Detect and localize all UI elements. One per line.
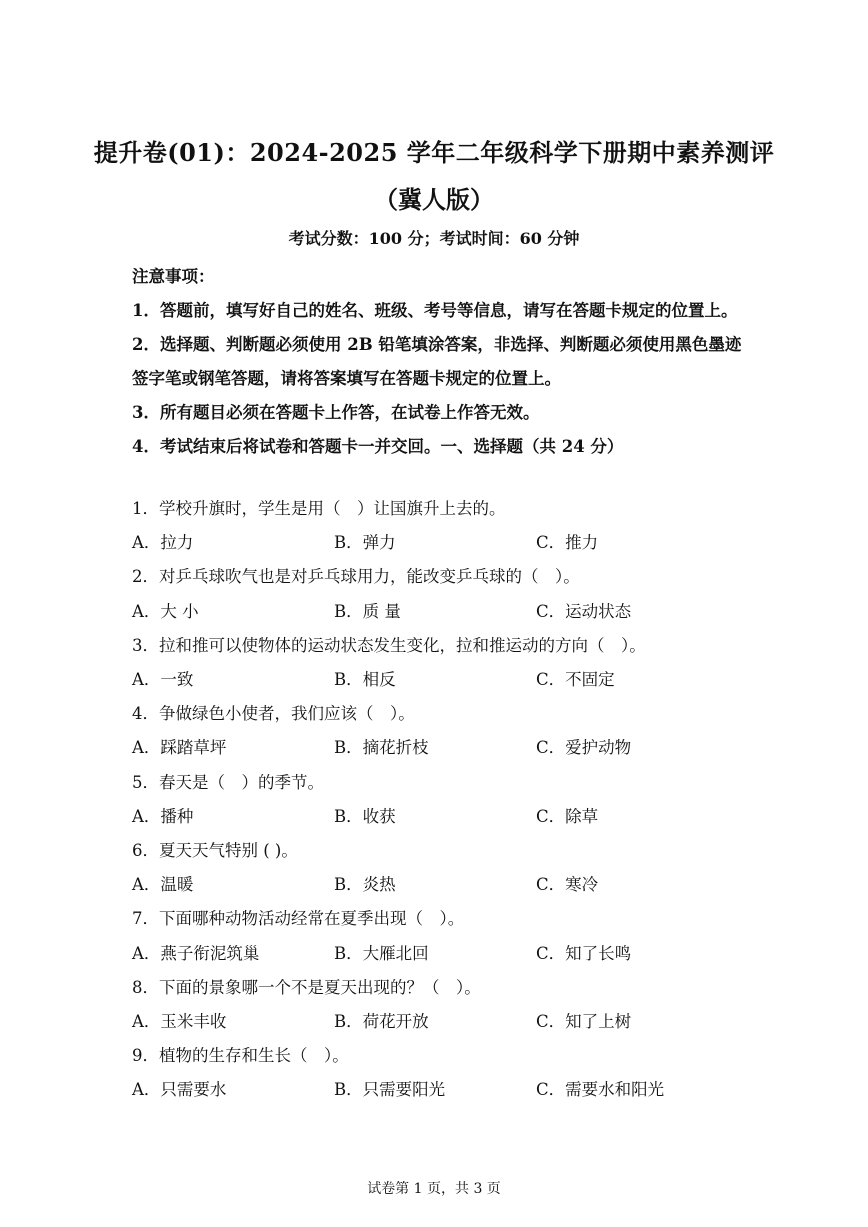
question-options xyxy=(132,937,752,971)
question-text: 5．春天是（ ）的季节。 xyxy=(132,772,324,792)
option-a: A．踩踏草坪 xyxy=(132,738,227,758)
option-b: B．荷花开放 xyxy=(334,1012,429,1032)
option-b: B．只需要阳光 xyxy=(334,1080,446,1100)
note-item: 4．考试结束后将试卷和答题卡一并交回。一、选择题（共 24 分） xyxy=(132,437,624,456)
question-options xyxy=(132,800,752,834)
option-b: B．炎热 xyxy=(334,875,396,895)
option-c: C．不固定 xyxy=(536,670,615,690)
option-c: C．运动状态 xyxy=(536,601,632,621)
notes-heading: 注意事项： xyxy=(132,267,215,286)
question-text: 8．下面的景象哪一个不是夏天出现的？（ ）。 xyxy=(132,977,481,997)
option-b: B．摘花折枝 xyxy=(334,738,429,758)
option-a: A．玉米丰收 xyxy=(132,1012,227,1032)
note-item: 3．所有题目必须在答题卡上作答，在试卷上作答无效。 xyxy=(132,403,540,422)
question-text: 4．争做绿色小使者，我们应该（ ）。 xyxy=(132,704,415,724)
question-options xyxy=(132,663,752,697)
question-options xyxy=(132,1005,752,1039)
question-text: 7．下面哪种动物活动经常在夏季出现（ ）。 xyxy=(132,909,465,929)
option-a: A．温暖 xyxy=(132,875,194,895)
option-b: B．收获 xyxy=(334,806,396,826)
question-options xyxy=(132,731,752,765)
option-c: C．爱护动物 xyxy=(536,738,632,758)
option-b: B．大雁北回 xyxy=(334,943,429,963)
question-options xyxy=(132,868,752,902)
note-item: 2．选择题、判断题必须使用 2B 铅笔填涂答案，非选择、判断题必须使用黑色墨迹签字笔或钢笔答题，请将答案填写在答题卡规定的位置上。 xyxy=(132,335,742,388)
option-c: C．需要水和阳光 xyxy=(536,1080,665,1100)
option-c: C．知了长鸣 xyxy=(536,943,632,963)
question-text: 6．夏天天气特别 ( )。 xyxy=(132,841,298,861)
exam-meta: 考试分数：100 分；考试时间：60 分钟 xyxy=(288,229,580,248)
question-text: 3．拉和推可以使物体的运动状态发生变化，拉和推运动的方向（ ）。 xyxy=(132,635,646,655)
option-c: C．寒冷 xyxy=(536,875,599,895)
notes-section xyxy=(132,260,742,464)
questions-section xyxy=(132,492,752,1108)
page-footer: 试卷第 1 页，共 3 页 xyxy=(367,1181,501,1197)
option-c: C．除草 xyxy=(536,806,599,826)
exam-title: 提升卷(01)：2024-2025 学年二年级科学下册期中素养测评 xyxy=(93,138,775,167)
option-a: A．只需要水 xyxy=(132,1080,227,1100)
option-a: A．拉力 xyxy=(132,533,194,553)
question-options xyxy=(132,1073,752,1107)
option-a: A．播种 xyxy=(132,806,194,826)
option-c: C．推力 xyxy=(536,533,599,553)
option-b: B．质 量 xyxy=(334,601,401,621)
question-options xyxy=(132,595,752,629)
option-a: A．一致 xyxy=(132,670,194,690)
option-a: A．燕子衔泥筑巢 xyxy=(132,943,260,963)
question-text: 2．对乒乓球吹气也是对乒乓球用力，能改变乒乓球的（ ）。 xyxy=(132,567,580,587)
question-text: 9．植物的生存和生长（ ）。 xyxy=(132,1046,349,1066)
exam-subtitle: （冀人版） xyxy=(374,185,494,214)
question-options xyxy=(132,526,752,560)
option-b: B．相反 xyxy=(334,670,396,690)
option-a: A．大 小 xyxy=(132,601,199,621)
option-c: C．知了上树 xyxy=(536,1012,632,1032)
question-text: 1．学校升旗时，学生是用（ ）让国旗升上去的。 xyxy=(132,499,506,518)
note-item: 1．答题前，填写好自己的姓名、班级、考号等信息，请写在答题卡规定的位置上。 xyxy=(132,301,738,320)
option-b: B．弹力 xyxy=(334,533,396,553)
